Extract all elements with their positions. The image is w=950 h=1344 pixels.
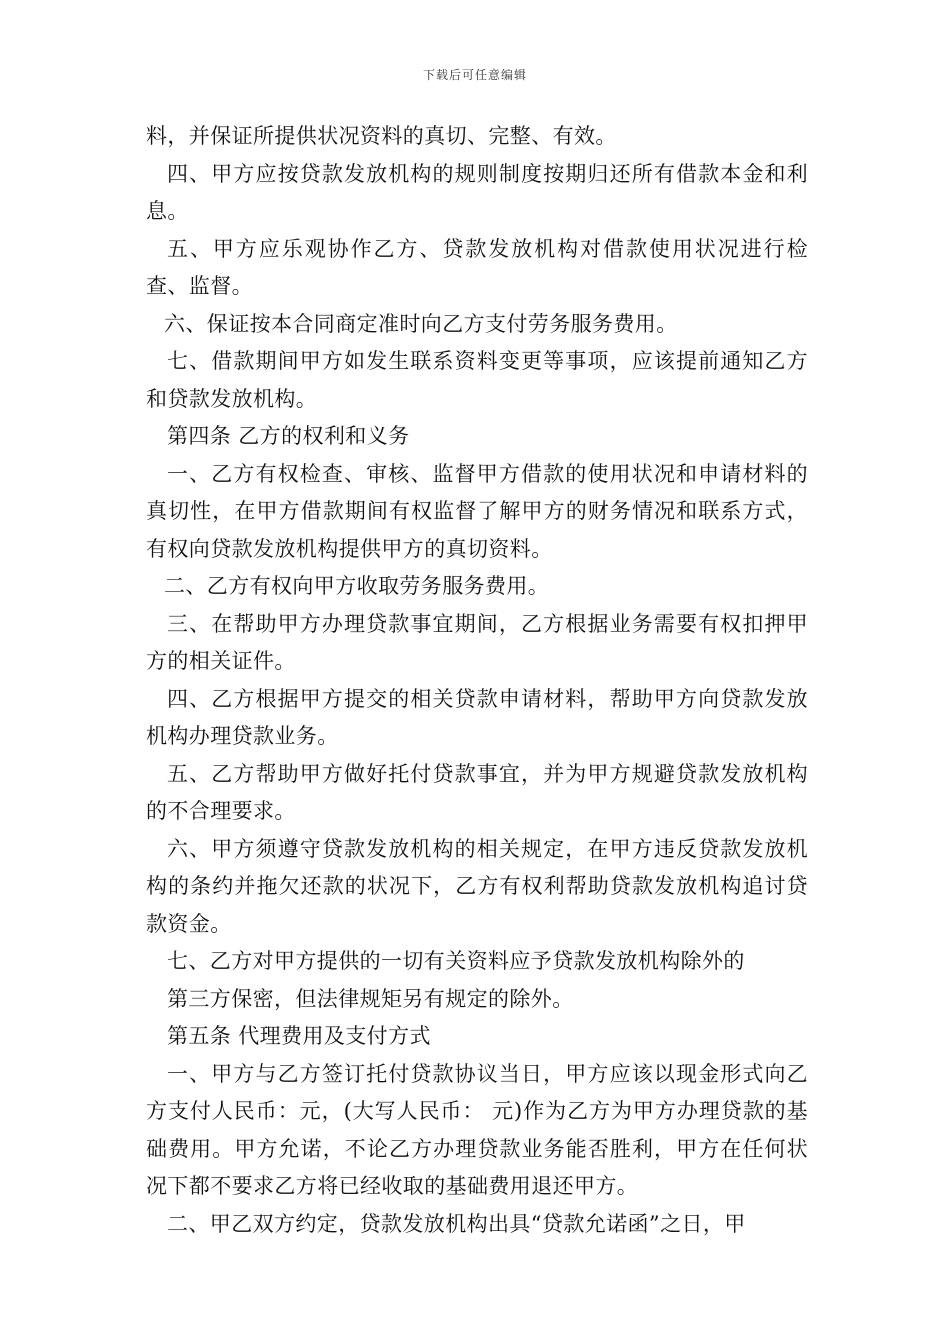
paragraph-party-b-clause-7-cont: 第三方保密，但法律规矩另有规定的除外。	[167, 986, 574, 1011]
section-heading-article-5: 第五条 代理费用及支付方式	[167, 1024, 431, 1048]
paragraph-party-b-clause-7: 七、乙方对甲方提供的一切有关资料应予贷款发放机构除外的	[167, 949, 745, 973]
page-header: 下载后可任意编辑	[422, 68, 527, 82]
paragraph-party-b-clause-1: 一、乙方有权检查、审核、监督甲方借款的使用状况和申请材料的真切性，在甲方借款期间有权监督了解甲方的财务情况和联系方式，有权向贷款发放机构提供甲方的真切资料。	[146, 461, 808, 561]
paragraph-party-b-clause-3: 三、在帮助甲方办理贷款事宜期间，乙方根据业务需要有权扣押甲方的相关证件。	[146, 611, 808, 673]
paragraph-party-b-clause-4: 四、乙方根据甲方提交的相关贷款申请材料，帮助甲方向贷款发放机构办理贷款业务。	[146, 686, 808, 748]
paragraph-party-b-clause-6: 六、甲方须遵守贷款发放机构的相关规定，在甲方违反贷款发放机构的条约并拖欠还款的状况下，乙方有权利帮助贷款发放机构追讨贷款资金。	[146, 836, 808, 936]
paragraph-clause-5: 五、甲方应乐观协作乙方、贷款发放机构对借款使用状况进行检查、监督。	[146, 236, 808, 298]
paragraph-clause-4: 四、甲方应按贷款发放机构的规则制度按期归还所有借款本金和利息。	[146, 161, 808, 223]
paragraph-clause-7: 七、借款期间甲方如发生联系资料变更等事项，应该提前通知乙方和贷款发放机构。	[146, 349, 808, 411]
paragraph-party-b-clause-2: 二、乙方有权向甲方收取劳务服务费用。	[164, 574, 550, 598]
paragraph-fee-clause-2: 二、甲乙双方约定，贷款发放机构出具“贷款允诺函”之日，甲	[167, 1211, 746, 1236]
paragraph-continuation: 料，并保证所提供状况资料的真切、完整、有效。	[146, 124, 617, 148]
paragraph-party-b-clause-5: 五、乙方帮助甲方做好托付贷款事宜，并为甲方规避贷款发放机构的不合理要求。	[146, 761, 808, 823]
paragraph-clause-6: 六、保证按本合同商定准时向乙方支付劳务服务费用。	[164, 311, 678, 336]
document-body	[146, 118, 808, 1243]
paragraph-fee-clause-1: 一、甲方与乙方签订托付贷款协议当日，甲方应该以现金形式向乙方支付人民币：元，(大写人民币： 元)作为乙方为甲方办理贷款的基础费用。甲方允诺，不论乙方办理贷款业务能否胜利，甲方在任何状况下都不要求乙方将已经收取的基础费用退还甲方。	[146, 1061, 808, 1198]
section-heading-article-4: 第四条 乙方的权利和义务	[167, 424, 410, 448]
